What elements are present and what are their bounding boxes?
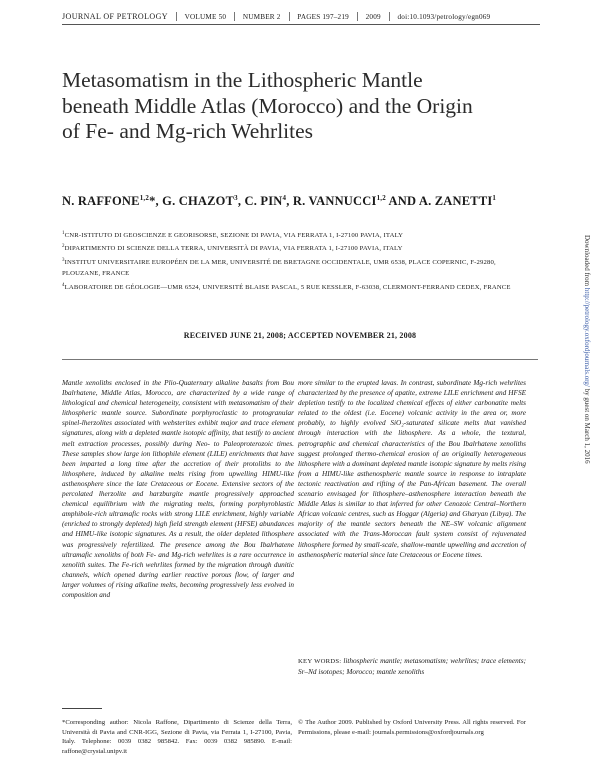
header-separator xyxy=(176,12,177,21)
author: G. CHAZOT$^3$, xyxy=(162,194,245,209)
keywords-text: lithospheric mantle; metasomatism; wehrlites; trace elements; Sr–Nd isotopes; Morocco; mantle xenoliths xyxy=(298,657,527,677)
affiliation: $^1$CNR-ISTITUTO DI GEOSCIENZE E GEORISORSE, SEZIONE DI PAVIA, VIA FERRATA 1, I-27100 PAVIA, ITALY xyxy=(62,231,404,240)
keywords-label: KEY WORDS: xyxy=(298,658,342,665)
author-list xyxy=(62,190,502,210)
header-separator xyxy=(234,12,235,21)
received-accepted-dates: RECEIVED JUNE 21, 2008; ACCEPTED NOVEMBER 21, 2008 xyxy=(183,331,417,340)
year: 2009 xyxy=(365,12,381,21)
abstract-left-column: Mantle xenoliths enclosed in the Plio-Quaternary alkaline basalts from Bou Ibalrhatene, Middle Atlas, Morocco, are characterized by a wide range of lithological and chemical heterogeneity, consistent with metasomatism of their lithospheric mantle source. Subordinate porphyroclastic to protogranular spinel-lherzolites associated with websterites exhibit major and trace element signatures, along with a depleted mantle isotopic affinity, that testify to ancient melt extraction processes, possibly during Neo- to Paleoproterozoic times. These samples show large ion lithophile element (LILE) enrichments that have been imparted a long time after the accretion of their protoliths to the lithosphere, induced by alkaline melts rising from upwelling HIMU-like asthenosphere since the late Cretaceous or Eocene. Extensive sectors of the percolated lherzolite and harzburgite mantle progressively approached chemical equilibrium with the migrating melts, forming porphyroblastic amphibole-rich ultramafic rocks with strong LILE enrichment, highly variable (enriched to strongly depleted) high field strength element (HFSE) abundances and HIMU-like isotopic signatures. As a result, the older depleted lithosphere was progressively refertilized. The presence among the Bou Ibalrhatene ultramafic xenoliths of both Fe- and Mg-rich wehrlites is a rare occurrence in xenolith suites. The Fe-rich wehrlites formed by the migration through dunitic channels, which opened during earlier reactive porous flow, of larger and larger volumes of rising alkaline melts, becoming progressively less evolved in composition and xyxy=(62,379,294,599)
affiliation: $^2$DIPARTIMENTO DI SCIENZE DELLA TERRA, UNIVERSITÀ DI PAVIA, VIA FERRATA 1, I-27100 PAVIA, ITALY xyxy=(62,244,403,253)
doi[interactable]: doi:10.1093/petrology/egn069 xyxy=(397,12,491,21)
affiliations xyxy=(62,228,532,293)
header-separator xyxy=(389,12,390,21)
copyright-notice: © The Author 2009. Published by Oxford University Press. All rights reserved. For Permissions, please e-mail: journals.permissions@oxfordjournals.org xyxy=(298,719,526,736)
author: A. ZANETTI$^1$ xyxy=(418,194,497,209)
paper-title: Metasomatism in the Lithospheric Mantle beneath Middle Atlas (Morocco) and the Origin of Fe- and Mg-rich Wehrlites xyxy=(62,68,473,143)
author: R. VANNUCCI$^{1,2}$ AND xyxy=(292,194,419,209)
header-separator xyxy=(357,12,358,21)
keywords xyxy=(298,656,526,677)
footnote-rule xyxy=(62,708,102,709)
download-notice: Downloaded from http://petrology.oxfordjournals.org/ by guest on March 1, 2016 xyxy=(583,235,591,464)
issue-number: NUMBER 2 xyxy=(242,12,281,21)
pages: PAGES 197–219 xyxy=(297,12,349,21)
abstract-right-column: more similar to the erupted lavas. In contrast, subordinate Mg-rich wehrlites characterized by the presence of apatite, extreme LILE enrichment and HFSE depletion testify to the localized chemical effects of either carbonatite melts related to the oldest (i.e. Eocene) volcanic activity in the area or, more probably, to highly evolved SiO₂-saturated silicate melts that vanished through interaction with the lithosphere. As a whole, the textural, petrographic and chemical characteristics of the Bou Ibalrhatene xenoliths suggest prolonged thermo-chemical erosion of an originally heterogeneous lithosphere with a dominant depleted mantle isotopic signature by melts rising from a HIMU-like asthenospheric mantle source in response to intraplate tectonic reactivation and rifting of the Pan-African basement. The overall scenario envisaged for lithosphere–asthenosphere interaction beneath the Middle Atlas is similar to that inferred for other Cenozoic Central–Northern African volcanic centres, such as Hoggar (Algeria) and Gharyan (Libya). The majority of the mantle sectors beneath the NE–SW volcanic alignment associated with the Trans-Moroccan fault system consist of rejuvenated lithosphere formed by small-scale, shallow-mantle upwelling and accretion of asthenospheric material since late Cretaceous or Eocene times. xyxy=(298,379,526,559)
download-link[interactable]: http://petrology.oxfordjournals.org/ xyxy=(583,287,591,387)
journal-name: JOURNAL OF PETROLOGY xyxy=(62,12,168,21)
journal-header xyxy=(62,12,540,25)
volume: VOLUME 50 xyxy=(184,12,227,21)
corresponding-author-footnote: *Corresponding author: Nicola Raffone, Dipartimento di Scienze della Terra, Università di Pavia and CNR-IGG, Sezione di Pavia, via Ferrata 1, I-27100, Pavia, Italy. Telephone: 0039 0382 985842. Fax: 0039 0382 985890. E-mail: raffone@crystal.unipv.it xyxy=(62,719,292,755)
author: N. RAFFONE$^{1,2}$*, xyxy=(62,194,163,209)
author: C. PIN$^4$, xyxy=(244,194,293,209)
affiliation: $^4$LABORATOIRE DE GÉOLOGIE—UMR 6524, UNIVERSITÉ BLAISE PASCAL, 5 RUE KESSLER, F-63038, CLERMONT-FERRAND CEDEX, FRANCE xyxy=(62,282,511,291)
divider xyxy=(62,359,538,360)
download-sidebar xyxy=(579,235,593,555)
affiliation: $^3$INSTITUT UNIVERSITAIRE EUROPÉEN DE LA MER, UNIVERSITÉ DE BRETAGNE OCCIDENTALE, UMR 6538, PLACE COPERNIC, F-29280, PLOUZANE, FRANCE xyxy=(62,257,496,278)
header-separator xyxy=(289,12,290,21)
